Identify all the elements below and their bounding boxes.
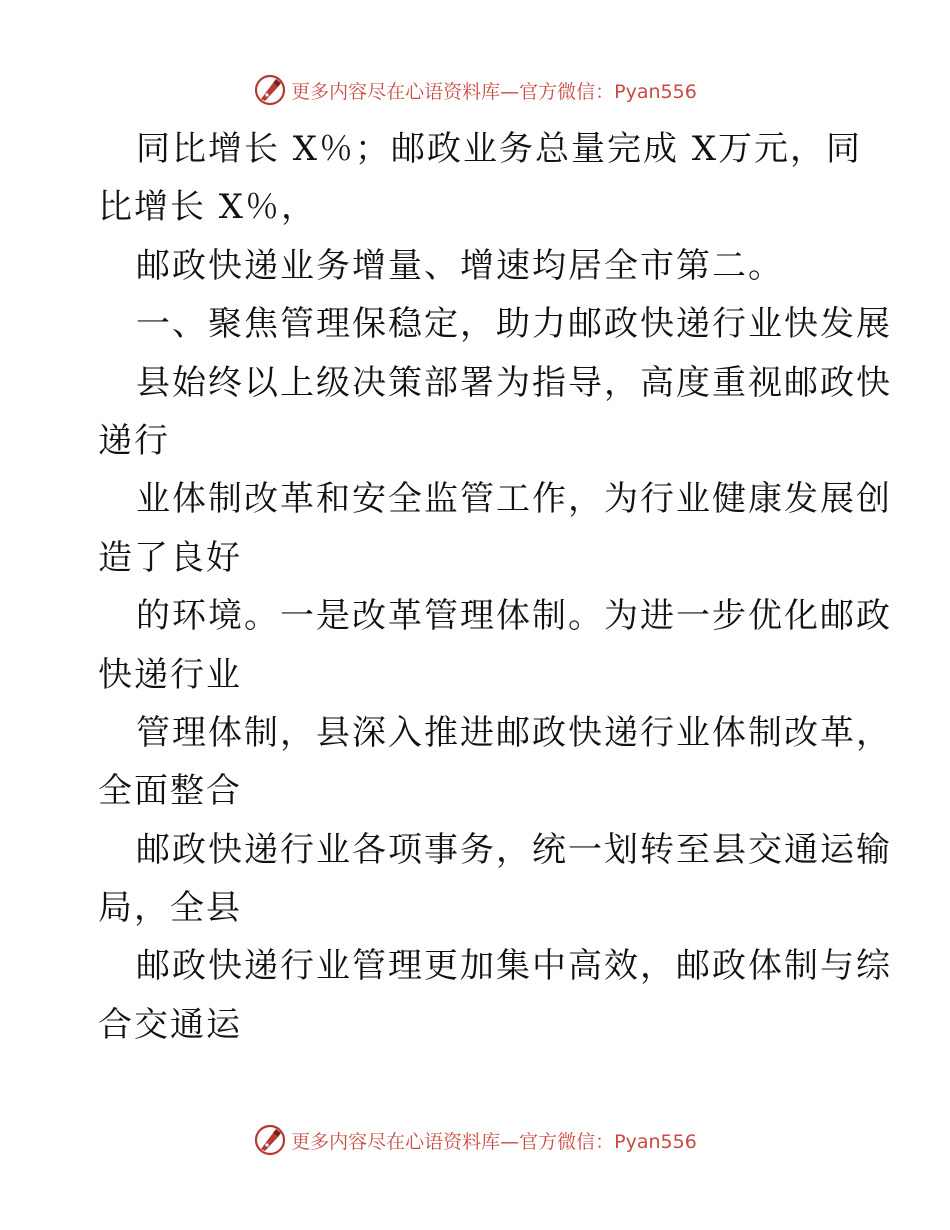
text-line: 邮政快递业务增量、增速均居全市第二。 <box>136 245 784 286</box>
header-banner-text: 更多内容尽在心语资料库—官方微信：Pyan556 <box>291 80 697 103</box>
footer-banner-inner <box>253 1123 697 1157</box>
text-line: 邮政快递行业管理更加集中高效，邮政体制与综 <box>136 946 892 987</box>
text-line: 造了良好 <box>98 537 242 578</box>
pen-nib-logo-icon <box>253 1123 287 1157</box>
text-line: 全面整合 <box>98 771 242 812</box>
header-banner <box>0 70 950 110</box>
text-line: 业体制改革和安全监管工作，为行业健康发展创 <box>136 479 892 520</box>
document-body <box>98 120 892 1054</box>
text-line: 县始终以上级决策部署为指导，高度重视邮政快 <box>136 362 892 403</box>
section-heading: 一、聚焦管理保稳定，助力邮政快递行业快发展 <box>136 304 892 345</box>
text-line: 快递行业 <box>98 654 242 695</box>
text-line: 比增长 X％， <box>98 187 318 228</box>
pen-nib-logo-icon <box>253 73 287 107</box>
footer-banner-text: 更多内容尽在心语资料库—官方微信：Pyan556 <box>291 1130 697 1153</box>
text-line: 同比增长 X％；邮政业务总量完成 X万元，同 <box>136 129 863 169</box>
footer-banner <box>0 1120 950 1160</box>
text-line: 的环境。一是改革管理体制。为进一步优化邮政 <box>136 596 892 637</box>
header-banner-inner <box>253 73 697 107</box>
text-line: 管理体制，县深入推进邮政快递行业体制改革， <box>136 712 892 753</box>
text-line: 局，全县 <box>98 888 242 929</box>
text-line: 邮政快递行业各项事务，统一划转至县交通运输 <box>136 829 892 870</box>
text-line: 递行 <box>98 420 170 461</box>
text-line: 合交通运 <box>98 1004 242 1045</box>
